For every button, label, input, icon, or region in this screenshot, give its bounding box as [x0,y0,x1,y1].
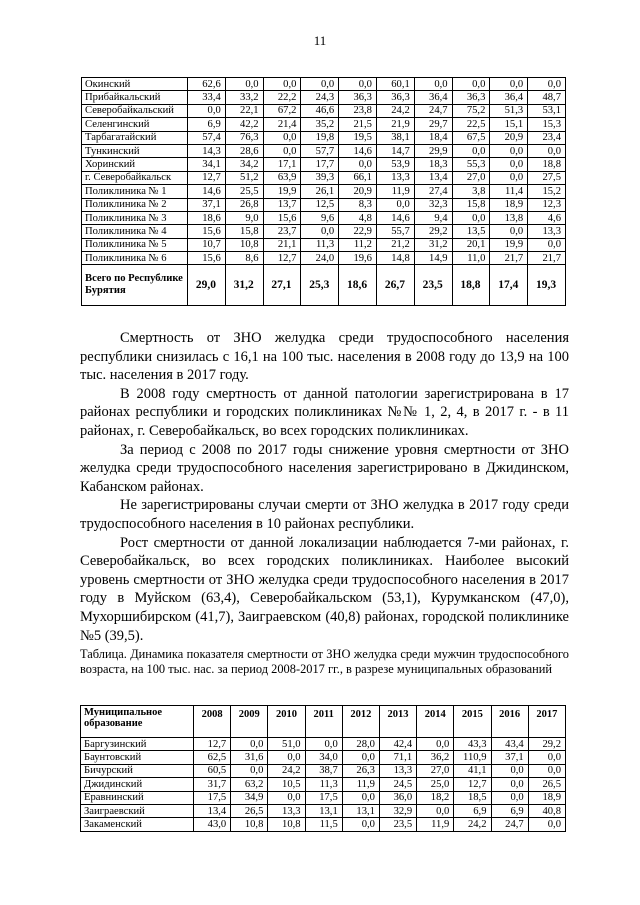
table-cell: 15,6 [188,225,226,238]
row-label: Северобайкальский [82,104,188,117]
table-cell: 51,3 [490,104,528,117]
table-cell: 42,2 [225,118,263,131]
table-cell: 24,2 [268,764,305,777]
table-cell: 13,1 [342,804,379,817]
table-cell: 51,2 [225,171,263,184]
table-cell: 18,8 [528,158,566,171]
table-cell: 24,3 [301,91,339,104]
table-cell: 18,6 [339,265,377,306]
table-cell: 19,9 [263,185,301,198]
table-cell: 0,0 [376,198,414,211]
table-cell: 67,2 [263,104,301,117]
table-cell: 0,0 [528,764,565,777]
table-cell: 14,8 [376,252,414,265]
body-text [80,329,569,645]
table-cell: 21,2 [376,238,414,251]
column-header: 2009 [231,706,268,738]
table-cell: 0,0 [231,738,268,751]
table-row [82,211,566,224]
row-label: Поликлиника № 5 [82,238,188,251]
table-cell: 11,9 [376,185,414,198]
table-cell: 32,3 [414,198,452,211]
table-cell: 27,4 [414,185,452,198]
table-cell: 0,0 [225,78,263,91]
table-cell: 24,2 [454,818,491,831]
paragraph: Не зарегистрированы случаи смерти от ЗНО желудка в 2017 году среди трудоспособного населения в 10 районах республики. [80,497,569,532]
table-cell: 20,9 [339,185,377,198]
table-cell: 36,2 [417,751,454,764]
table-cell: 14,7 [376,144,414,157]
row-label: Окинский [82,78,188,91]
table-cell: 48,7 [528,91,566,104]
row-label: Бичурский [81,764,194,777]
table-cell: 10,8 [225,238,263,251]
table-cell: 3,8 [452,185,490,198]
column-header: 2010 [268,706,305,738]
table-cell: 15,8 [225,225,263,238]
table-cell: 60,5 [194,764,231,777]
table-cell: 18,2 [417,791,454,804]
table-row [81,778,566,791]
table-cell: 14,6 [188,185,226,198]
table-cell: 38,1 [376,131,414,144]
table-cell: 0,0 [528,78,566,91]
table-cell: 27,0 [417,764,454,777]
table-row [82,171,566,184]
table-cell: 12,7 [194,738,231,751]
table-cell: 26,1 [301,185,339,198]
table-cell: 6,9 [491,804,528,817]
table-cell: 0,0 [342,751,379,764]
table-cell: 14,6 [339,144,377,157]
table-cell: 31,2 [414,238,452,251]
table-cell: 9,4 [414,211,452,224]
table-cell: 63,2 [231,778,268,791]
table-cell: 0,0 [301,225,339,238]
row-label: Баунтовский [81,751,194,764]
table-cell: 20,1 [452,238,490,251]
table-cell: 24,0 [301,252,339,265]
table-cell: 17,5 [194,791,231,804]
table-row [82,158,566,171]
table-cell: 29,2 [414,225,452,238]
row-label: Поликлиника № 1 [82,185,188,198]
table-cell: 0,0 [490,225,528,238]
table-cell: 13,4 [194,804,231,817]
table-cell: 13,3 [376,171,414,184]
table-cell: 14,3 [188,144,226,157]
table-cell: 25,5 [225,185,263,198]
table-cell: 23,7 [263,225,301,238]
mortality-table-continued [81,77,566,306]
table-cell: 0,0 [490,144,528,157]
table-cell: 24,5 [379,778,416,791]
table-cell: 0,0 [491,764,528,777]
table-cell: 29,9 [414,144,452,157]
table-cell: 12,5 [301,198,339,211]
table-row [82,104,566,117]
table-cell: 12,7 [188,171,226,184]
table-cell: 0,0 [263,144,301,157]
table-cell: 0,0 [528,818,565,831]
table-cell: 76,3 [225,131,263,144]
table-cell: 18,8 [452,265,490,306]
table-row [82,118,566,131]
table-cell: 0,0 [452,211,490,224]
table-cell: 26,7 [376,265,414,306]
table-cell: 0,0 [528,144,566,157]
table-cell: 13,4 [414,171,452,184]
table-caption: Таблица. Динамика показателя смертности от ЗНО желудка среди мужчин трудоспособного возраста, на 100 тыс. нас. за период 2008-2017 гг., в разрезе муниципальных образований [80,647,569,676]
table-row [81,791,566,804]
row-label: Закаменский [81,818,194,831]
table-row [82,198,566,211]
table-cell: 24,7 [491,818,528,831]
table-cell: 46,6 [301,104,339,117]
column-header: 2017 [528,706,565,738]
paragraph: В 2008 году смертность от данной патологии зарегистрирована в 17 районах республики и городских поликлиниках №№ 1, 2, 4, в 2017 г. - в 11 районах, г. Северобайкальск, во всех городских поликлиниках. [80,385,569,439]
table-cell: 13,7 [263,198,301,211]
row-label: Селенгинский [82,118,188,131]
table-cell: 23,4 [528,131,566,144]
table-row [82,185,566,198]
table-cell: 0,0 [452,144,490,157]
table-row [82,144,566,157]
table-cell: 43,3 [454,738,491,751]
table-cell: 0,0 [491,791,528,804]
table-cell: 0,0 [268,751,305,764]
table-cell: 75,2 [452,104,490,117]
table-cell: 0,0 [339,78,377,91]
table-cell: 0,0 [528,751,565,764]
table-cell: 26,8 [225,198,263,211]
table-cell: 15,3 [528,118,566,131]
table-cell: 26,5 [528,778,565,791]
table-cell: 32,9 [379,804,416,817]
table-total-row [82,265,566,306]
column-header: 2013 [379,706,416,738]
table-cell: 10,8 [268,818,305,831]
table-cell: 0,0 [491,778,528,791]
row-label: Хоринский [82,158,188,171]
table-row [82,91,566,104]
table-cell: 34,1 [188,158,226,171]
table-cell: 19,6 [339,252,377,265]
table-cell: 11,4 [490,185,528,198]
table-cell: 0,0 [263,131,301,144]
table-cell: 110,9 [454,751,491,764]
table-cell: 34,0 [305,751,342,764]
table-cell: 19,8 [301,131,339,144]
row-label: Прибайкальский [82,91,188,104]
table-cell: 62,5 [194,751,231,764]
table-cell: 20,9 [490,131,528,144]
table-cell: 18,5 [454,791,491,804]
table-cell: 13,5 [452,225,490,238]
table-cell: 60,1 [376,78,414,91]
table-cell: 11,0 [452,252,490,265]
table-cell: 28,0 [342,738,379,751]
table-cell: 24,2 [376,104,414,117]
table-cell: 15,8 [452,198,490,211]
table-cell: 0,0 [305,738,342,751]
table-cell: 19,3 [528,265,566,306]
table-cell: 24,7 [414,104,452,117]
column-header: 2012 [342,706,379,738]
table-cell: 31,6 [231,751,268,764]
table-cell: 39,3 [301,171,339,184]
row-label: Еравнинский [81,791,194,804]
table-cell: 38,7 [305,764,342,777]
table-cell: 0,0 [452,78,490,91]
table-cell: 13,8 [490,211,528,224]
table-cell: 4,8 [339,211,377,224]
table-cell: 12,7 [454,778,491,791]
column-header: 2016 [491,706,528,738]
table-cell: 37,1 [491,751,528,764]
table-cell: 17,1 [263,158,301,171]
row-label: Тарбагатайский [82,131,188,144]
table-cell: 17,7 [301,158,339,171]
table-cell: 0,0 [490,78,528,91]
table-cell: 22,1 [225,104,263,117]
table-cell: 25,3 [301,265,339,306]
table-cell: 53,1 [528,104,566,117]
table-cell: 51,0 [268,738,305,751]
table-cell: 0,0 [339,158,377,171]
table-cell: 0,0 [301,78,339,91]
paragraph: За период с 2008 по 2017 годы снижение уровня смертности от ЗНО желудка среди трудоспособного населения зарегистрировано в Джидинском, Кабанском районах. [80,441,569,495]
table-cell: 23,5 [414,265,452,306]
table-cell: 67,5 [452,131,490,144]
table-cell: 27,0 [452,171,490,184]
table-cell: 29,2 [528,738,565,751]
table-cell: 0,0 [342,791,379,804]
table-cell: 21,7 [490,252,528,265]
table-cell: 42,4 [379,738,416,751]
table-cell: 57,4 [188,131,226,144]
table-cell: 11,5 [305,818,342,831]
table-cell: 36,4 [414,91,452,104]
table-cell: 17,5 [305,791,342,804]
table-cell: 11,9 [417,818,454,831]
table-cell: 22,5 [452,118,490,131]
table-cell: 21,7 [528,252,566,265]
table-cell: 0,0 [414,78,452,91]
table-cell: 57,7 [301,144,339,157]
table-cell: 19,9 [490,238,528,251]
table-cell: 0,0 [342,818,379,831]
table-cell: 31,2 [225,265,263,306]
table-cell: 41,1 [454,764,491,777]
table-cell: 0,0 [231,764,268,777]
row-label: Поликлиника № 2 [82,198,188,211]
table-cell: 18,4 [414,131,452,144]
table-row [81,804,566,817]
table-cell: 15,6 [263,211,301,224]
table-row [81,751,566,764]
table-cell: 33,2 [225,91,263,104]
table-cell: 21,9 [376,118,414,131]
table-cell: 27,5 [528,171,566,184]
table-cell: 25,0 [417,778,454,791]
table-cell: 21,4 [263,118,301,131]
table-row [82,131,566,144]
row-label: г. Северобайкальск [82,171,188,184]
table-cell: 62,6 [188,78,226,91]
table-cell: 8,3 [339,198,377,211]
table-cell: 43,4 [491,738,528,751]
table-cell: 23,5 [379,818,416,831]
table-cell: 8,6 [225,252,263,265]
table-cell: 17,4 [490,265,528,306]
table-row [82,252,566,265]
table-cell: 23,8 [339,104,377,117]
column-header: 2014 [417,706,454,738]
paragraph: Смертность от ЗНО желудка среди трудоспособного населения республики снизилась с 16,1 на 100 тыс. населения в 2008 году до 13,9 на 100 тыс. населения в 2017 году. [80,330,569,384]
table-cell: 13,3 [379,764,416,777]
table-row [82,225,566,238]
table-cell: 34,2 [225,158,263,171]
table-cell: 21,1 [263,238,301,251]
table-cell: 6,9 [188,118,226,131]
table-cell: 15,2 [528,185,566,198]
table-cell: 10,8 [231,818,268,831]
page-number: 11 [313,33,327,48]
table-cell: 12,7 [263,252,301,265]
table-row [81,738,566,751]
table-cell: 9,0 [225,211,263,224]
table-cell: 22,9 [339,225,377,238]
table-cell: 40,8 [528,804,565,817]
row-label: Поликлиника № 6 [82,252,188,265]
table-cell: 0,0 [490,171,528,184]
table-cell: 0,0 [417,804,454,817]
table-cell: 22,2 [263,91,301,104]
table-cell: 55,3 [452,158,490,171]
table-cell: 26,3 [342,764,379,777]
table-cell: 36,0 [379,791,416,804]
table-cell: 36,3 [376,91,414,104]
table-row [81,818,566,831]
male-mortality-table [80,705,566,832]
table-cell: 36,4 [490,91,528,104]
row-label: Поликлиника № 3 [82,211,188,224]
table-cell: 27,1 [263,265,301,306]
table-cell: 11,3 [305,778,342,791]
table-cell: 13,3 [528,225,566,238]
table-cell: 28,6 [225,144,263,157]
table-cell: 11,2 [339,238,377,251]
row-label: Всего по Республике Бурятия [82,265,188,306]
row-label: Заиграевский [81,804,194,817]
table-cell: 15,6 [188,252,226,265]
table-cell: 0,0 [417,738,454,751]
table-cell: 31,7 [194,778,231,791]
table-cell: 36,3 [452,91,490,104]
table-cell: 66,1 [339,171,377,184]
table-cell: 34,9 [231,791,268,804]
table-cell: 13,1 [305,804,342,817]
row-label: Баргузинский [81,738,194,751]
table-cell: 10,7 [188,238,226,251]
table-cell: 21,5 [339,118,377,131]
table-cell: 29,7 [414,118,452,131]
row-label: Поликлиника № 4 [82,225,188,238]
table-cell: 18,9 [490,198,528,211]
table-cell: 0,0 [268,791,305,804]
table-cell: 11,3 [301,238,339,251]
table-cell: 15,1 [490,118,528,131]
table-cell: 6,9 [454,804,491,817]
paragraph: Рост смертности от данной локализации наблюдается 7-ми районах, г. Северобайкальск, во всех городских поликлиниках. Наиболее высокий уровень смертности от ЗНО желудка среди трудоспособного населения в 2017 году в Муйском (63,4), Северобайкальском (53,1), Курумканском (47,0), Мухоршибирском (41,7), Заиграевском (40,8) районах, городской поликлинике №5 (39,5). [80,534,569,644]
table-cell: 10,5 [268,778,305,791]
table-cell: 9,6 [301,211,339,224]
table-cell: 71,1 [379,751,416,764]
table-cell: 11,9 [342,778,379,791]
table-cell: 33,4 [188,91,226,104]
table-cell: 55,7 [376,225,414,238]
table-cell: 18,9 [528,791,565,804]
table-cell: 14,6 [376,211,414,224]
table-cell: 29,0 [188,265,226,306]
table-cell: 43,0 [194,818,231,831]
column-header: 2008 [194,706,231,738]
table-cell: 37,1 [188,198,226,211]
table-row [82,238,566,251]
row-label: Тункинский [82,144,188,157]
table-row [81,764,566,777]
table-cell: 12,3 [528,198,566,211]
table-row [82,78,566,91]
table-cell: 63,9 [263,171,301,184]
table-cell: 36,3 [339,91,377,104]
table-cell: 26,5 [231,804,268,817]
table-cell: 4,6 [528,211,566,224]
table-cell: 19,5 [339,131,377,144]
table-cell: 0,0 [490,158,528,171]
row-label: Джидинский [81,778,194,791]
column-header: 2011 [305,706,342,738]
column-header: 2015 [454,706,491,738]
table-cell: 18,3 [414,158,452,171]
table-cell: 0,0 [188,104,226,117]
table-cell: 0,0 [528,238,566,251]
table-cell: 0,0 [263,78,301,91]
table-cell: 53,9 [376,158,414,171]
column-header: Муниципальное образование [81,706,194,738]
table-cell: 13,3 [268,804,305,817]
table-cell: 18,6 [188,211,226,224]
table-cell: 35,2 [301,118,339,131]
table-cell: 14,9 [414,252,452,265]
